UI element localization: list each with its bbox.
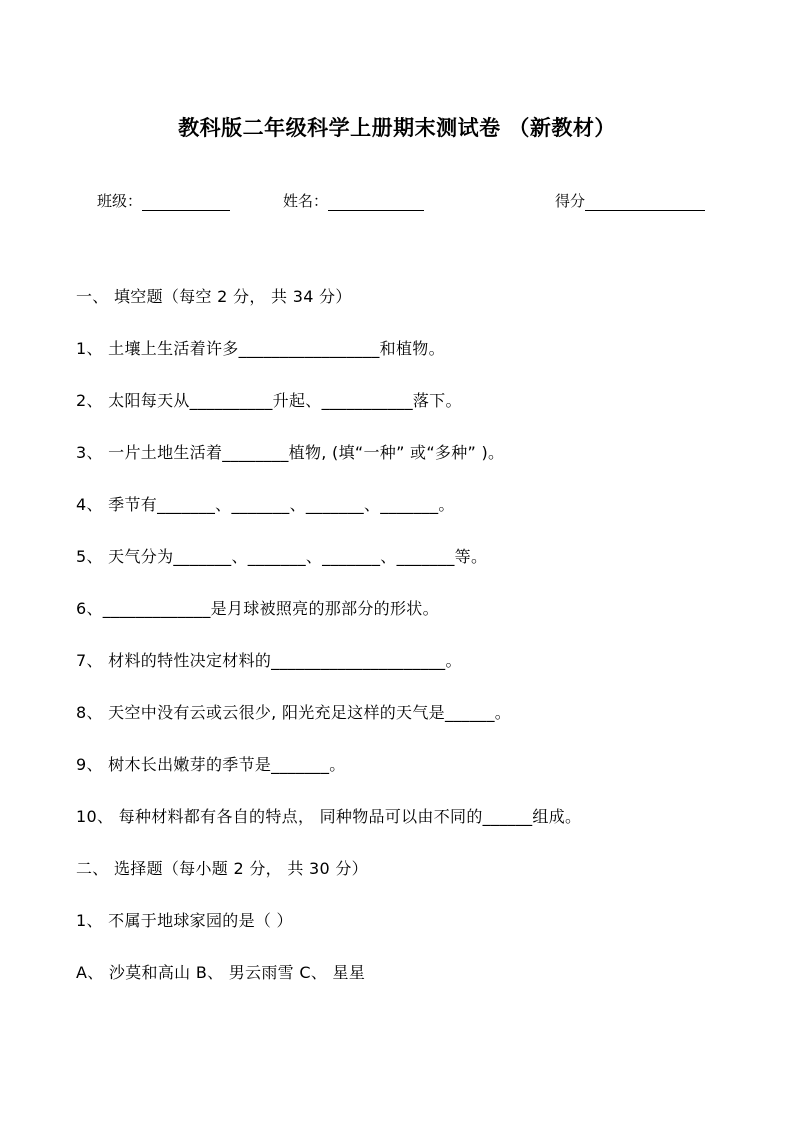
fill-question-7: 7、 材料的特性决定材料的_____________________。 xyxy=(76,651,462,670)
score-blank[interactable] xyxy=(585,194,705,211)
score-label: 得分 xyxy=(555,192,586,210)
class-blank[interactable] xyxy=(142,194,230,211)
fill-question-10: 10、 每种材料都有各自的特点， 同种物品可以由不同的______组成。 xyxy=(76,807,582,826)
section1-heading: 一、 填空题（每空 2 分， 共 34 分） xyxy=(76,287,352,306)
fill-question-4: 4、 季节有_______、_______、_______、_______。 xyxy=(76,495,455,514)
fill-question-5: 5、 天气分为_______、_______、_______、_______等。 xyxy=(76,547,488,566)
fill-question-1: 1、 土壤上生活着许多_________________和植物。 xyxy=(76,339,445,358)
page-title: 教科版二年级科学上册期末测试卷 （新教材） xyxy=(178,115,616,140)
name-label: 姓名： xyxy=(283,192,329,210)
fill-question-6: 6、_____________是月球被照亮的那部分的形状。 xyxy=(76,599,439,618)
section2-heading: 二、 选择题（每小题 2 分， 共 30 分） xyxy=(76,859,368,878)
choice-question-1: 1、 不属于地球家园的是（ ） xyxy=(76,911,293,930)
fill-question-3: 3、 一片土地生活着________植物, (填“一种” 或“多种” )。 xyxy=(76,443,505,462)
fill-question-2: 2、 太阳每天从__________升起、___________落下。 xyxy=(76,391,462,410)
fill-question-9: 9、 树木长出嫩芽的季节是_______。 xyxy=(76,755,346,774)
fill-question-8: 8、 天空中没有云或云很少, 阳光充足这样的天气是______。 xyxy=(76,703,512,722)
name-blank[interactable] xyxy=(328,194,424,211)
score-field xyxy=(555,190,705,211)
choice-question-1-options: A、 沙莫和高山 B、 男云雨雪 C、 星星 xyxy=(76,963,366,982)
class-field xyxy=(97,190,230,211)
name-field xyxy=(283,190,424,211)
class-label: 班级： xyxy=(97,192,143,210)
